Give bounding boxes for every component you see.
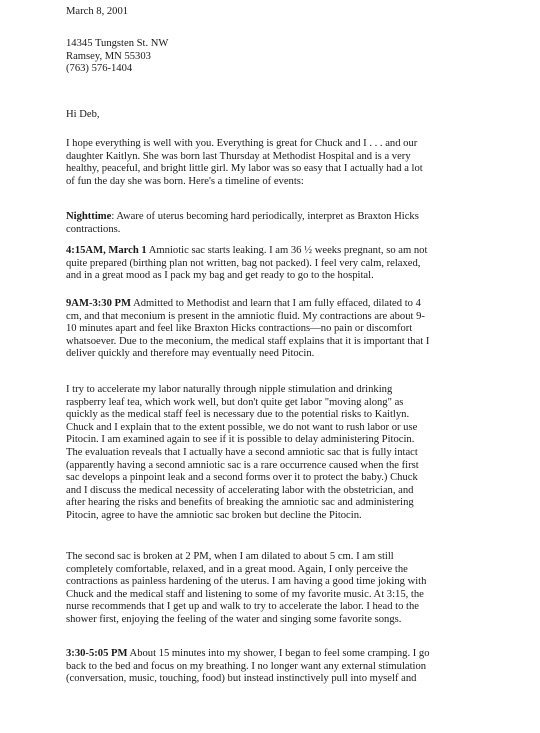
paragraph-9am: 9AM-3:30 PM Admitted to Methodist and learn that I am fully effaced, dilated to 4 cm, and that meconium is present in the amniotic fluid. My contractions are about 9- 10 minutes apart and feel like Braxton Hicks contractions—no pain or discomfort whatsoever. Due to the meconium, the medical staff explains that it is important that I deliver quickly and therefore may eventually need Pitocin. xyxy=(66,298,430,360)
timeline-label: Nighttime xyxy=(66,211,112,222)
paragraph-330pm: 3:30-5:05 PM About 15 minutes into my shower, I began to feel some cramping. I go back to the bed and focus on my breathing. I no longer want any external stimulation (conversation, music, touching, food) but instead instinctively pull into myself and xyxy=(66,648,430,685)
return-address xyxy=(66,38,486,76)
address-street: 14345 Tungsten St. NW xyxy=(66,38,169,49)
timeline-label: 3:30-5:05 PM xyxy=(66,648,128,659)
paragraph-accelerate: I try to accelerate my labor naturally through nipple stimulation and drinking raspberry leaf tea, which work well, but don't quite get labor "moving along" as quickly as the medical staff feel is necessary due to the potential risks to Kaitlyn. Chuck and I explain that to the extent possible, we do not want to rush labor or use Pitocin. I am examined again to see if it is possible to delay administering Pitocin. The evaluation reveals that I actually have a second amniotic sac that is fully intact (apparently having a second amniotic sac is a rare occurrence caused when the first sac develops a pinpoint leak and a second forms over it to protect the baby.) Chuck and I discuss the medical necessity of accelerating labor with the obstetrician, and after hearing the risks and benefits of breaking the amniotic sac and administering Pitocin, agree to have the amniotic sac broken but decline the Pitocin. xyxy=(66,384,419,521)
paragraph-415am: 4:15AM, March 1 Amniotic sac starts leaking. I am 36 ½ weeks pregnant, so am not quite prepared (birthing plan not written, bag not packed). I feel very calm, relaxed, and in a great mood as I pack my bag and get ready to go to the hospital. xyxy=(66,245,428,282)
paragraph-nighttime: Nighttime: Aware of uterus becoming hard periodically, interpret as Braxton Hicks contractions. xyxy=(66,211,419,235)
timeline-label: 4:15AM, March 1 xyxy=(66,245,147,256)
letter-date: March 8, 2001 xyxy=(66,6,129,17)
paragraph-intro: I hope everything is well with you. Everything is great for Chuck and I . . . and our daughter Kaitlyn. She was born last Thursday at Methodist Hospital and is a very healthy, peaceful, and bright little girl. My labor was so easy that I actually had a lot of fun the day she was born. Here's a timeline of events: xyxy=(66,138,423,187)
address-phone: (763) 576-1404 xyxy=(66,63,133,75)
address-city: Ramsey, MN 55303 xyxy=(66,50,151,62)
timeline-label: 9AM-3:30 PM xyxy=(66,298,132,309)
paragraph-second-sac: The second sac is broken at 2 PM, when I am dilated to about 5 cm. I am still completely comfortable, relaxed, and in a great mood. Again, I only perceive the contractions as painless hardening of the uterus. I am having a good time joking with Chuck and the medical staff and listening to some of my favorite music. At 3:15, the nurse recommends that I get up and walk to try to accelerate the labor. I head to the shower first, enjoying the feeling of the water and singing some favorite songs. xyxy=(66,551,427,625)
greeting: Hi Deb, xyxy=(66,109,100,120)
